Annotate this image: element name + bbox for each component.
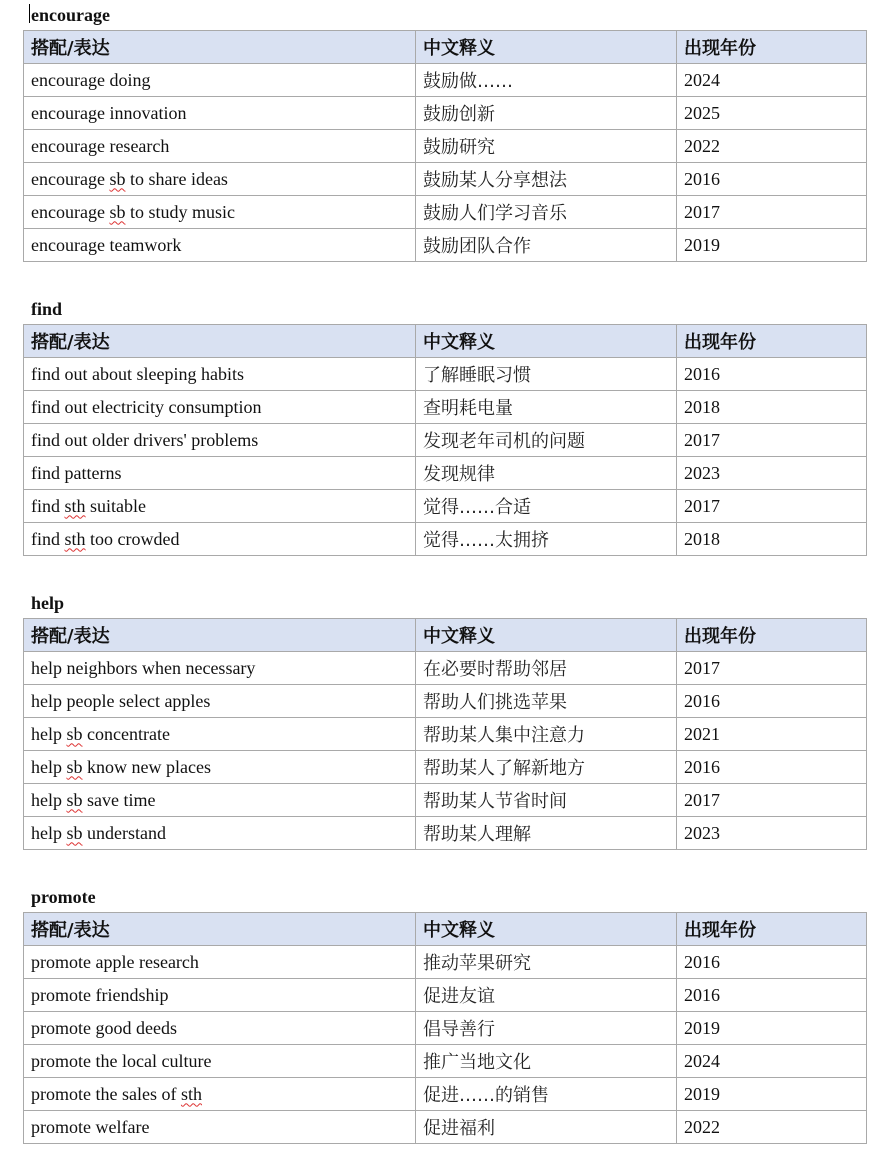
vocab-table [23,912,867,1144]
vocab-table [23,324,867,556]
expression-cell [24,196,416,229]
spellcheck-word: sb [66,756,83,777]
meaning-cell: 查明耗电量 [416,391,677,424]
table-row [24,163,867,196]
table-row [24,946,867,979]
expression-cell [24,979,416,1012]
expression-text: help [31,756,67,777]
expression-text: encourage innovation [31,102,187,123]
year-cell: 2017 [677,196,867,229]
header-meaning: 中文释义 [416,913,677,946]
expression-text: find out older drivers' problems [31,429,259,450]
meaning-cell: 促进友谊 [416,979,677,1012]
section-promote [0,882,883,1144]
expression-text: find [31,495,65,516]
expression-text: find out about sleeping habits [31,363,244,384]
table-row [24,1045,867,1078]
expression-text: promote good deeds [31,1017,177,1038]
table-header-row [24,325,867,358]
table-row [24,391,867,424]
year-cell: 2023 [677,817,867,850]
meaning-cell: 帮助人们挑选苹果 [416,685,677,718]
year-cell: 2024 [677,1045,867,1078]
expression-cell [24,391,416,424]
header-year: 出现年份 [677,325,867,358]
expression-text: save time [82,789,156,810]
year-cell: 2022 [677,1111,867,1144]
year-cell: 2017 [677,652,867,685]
meaning-cell: 鼓励创新 [416,97,677,130]
section-title: encourage [31,5,110,25]
expression-cell [24,424,416,457]
table-row [24,652,867,685]
table-row [24,424,867,457]
expression-text: to share ideas [125,168,228,189]
expression-text: concentrate [82,723,170,744]
table-row [24,1012,867,1045]
expression-cell [24,685,416,718]
section-spacer [0,556,883,588]
meaning-cell: 帮助某人了解新地方 [416,751,677,784]
year-cell: 2019 [677,1078,867,1111]
header-year: 出现年份 [677,619,867,652]
expression-text: encourage teamwork [31,234,182,255]
expression-text: help neighbors when necessary [31,657,256,678]
expression-text: find patterns [31,462,122,483]
expression-cell [24,97,416,130]
meaning-cell: 帮助某人集中注意力 [416,718,677,751]
header-expression: 搭配/表达 [24,325,416,358]
meaning-cell: 鼓励人们学习音乐 [416,196,677,229]
meaning-cell: 鼓励某人分享想法 [416,163,677,196]
expression-cell [24,718,416,751]
expression-cell [24,358,416,391]
expression-cell [24,1111,416,1144]
meaning-cell: 鼓励团队合作 [416,229,677,262]
meaning-cell: 帮助某人理解 [416,817,677,850]
meaning-cell: 推动苹果研究 [416,946,677,979]
year-cell: 2016 [677,163,867,196]
spellcheck-word: sth [180,1083,202,1104]
table-row [24,718,867,751]
expression-cell [24,751,416,784]
expression-text: encourage [31,201,110,222]
header-meaning: 中文释义 [416,325,677,358]
expression-cell [24,946,416,979]
expression-text: too crowded [85,528,180,549]
table-row [24,64,867,97]
section-title: promote [31,887,96,907]
meaning-cell: 倡导善行 [416,1012,677,1045]
table-row [24,130,867,163]
expression-text: know new places [82,756,211,777]
meaning-cell: 鼓励研究 [416,130,677,163]
spellcheck-word: sb [66,822,83,843]
expression-text: help [31,723,67,744]
header-expression: 搭配/表达 [24,913,416,946]
year-cell: 2018 [677,523,867,556]
year-cell: 2019 [677,229,867,262]
expression-text: help [31,789,67,810]
expression-text: encourage [31,168,110,189]
section-title: find [31,299,63,319]
spellcheck-word: sth [64,495,86,516]
meaning-cell: 帮助某人节省时间 [416,784,677,817]
meaning-cell: 了解睡眠习惯 [416,358,677,391]
expression-text: promote friendship [31,984,169,1005]
table-header-row [24,619,867,652]
spellcheck-word: sb [109,201,126,222]
section-spacer [0,262,883,294]
expression-text: suitable [85,495,147,516]
table-row [24,490,867,523]
table-row [24,1111,867,1144]
header-meaning: 中文释义 [416,31,677,64]
expression-cell [24,1045,416,1078]
expression-cell [24,1012,416,1045]
expression-cell [24,817,416,850]
header-year: 出现年份 [677,31,867,64]
year-cell: 2016 [677,751,867,784]
expression-cell [24,163,416,196]
table-row [24,784,867,817]
spellcheck-word: sb [66,723,83,744]
meaning-cell: 发现规律 [416,457,677,490]
section-spacer [0,850,883,882]
expression-text: to study music [125,201,235,222]
meaning-cell: 觉得……合适 [416,490,677,523]
year-cell: 2016 [677,358,867,391]
table-row [24,97,867,130]
year-cell: 2016 [677,979,867,1012]
table-row [24,1078,867,1111]
expression-text: find [31,528,65,549]
expression-cell [24,457,416,490]
meaning-cell: 推广当地文化 [416,1045,677,1078]
expression-cell [24,784,416,817]
year-cell: 2019 [677,1012,867,1045]
year-cell: 2025 [677,97,867,130]
year-cell: 2023 [677,457,867,490]
header-year: 出现年份 [677,913,867,946]
expression-cell [24,490,416,523]
section-help [0,588,883,850]
table-row [24,457,867,490]
year-cell: 2017 [677,424,867,457]
expression-cell [24,64,416,97]
header-meaning: 中文释义 [416,619,677,652]
section-encourage [0,0,883,262]
year-cell: 2024 [677,64,867,97]
meaning-cell: 鼓励做…… [416,64,677,97]
expression-text: help people select apples [31,690,211,711]
expression-text: find out electricity consumption [31,396,262,417]
expression-text: promote welfare [31,1116,150,1137]
expression-text: promote the local culture [31,1050,212,1071]
year-cell: 2017 [677,490,867,523]
table-row [24,523,867,556]
vocab-table [23,618,867,850]
year-cell: 2021 [677,718,867,751]
table-row [24,196,867,229]
expression-cell [24,652,416,685]
table-row [24,979,867,1012]
expression-text: encourage doing [31,69,151,90]
table-row [24,229,867,262]
spellcheck-word: sb [109,168,126,189]
table-row [24,817,867,850]
year-cell: 2022 [677,130,867,163]
year-cell: 2018 [677,391,867,424]
table-row [24,751,867,784]
table-header-row [24,31,867,64]
expression-cell [24,523,416,556]
expression-text: understand [82,822,166,843]
year-cell: 2016 [677,685,867,718]
table-row [24,358,867,391]
meaning-cell: 觉得……太拥挤 [416,523,677,556]
section-title: help [31,593,65,613]
year-cell: 2016 [677,946,867,979]
year-cell: 2017 [677,784,867,817]
expression-text: promote the sales of [31,1083,181,1104]
expression-cell [24,229,416,262]
section-find [0,294,883,556]
vocab-table [23,30,867,262]
expression-cell [24,130,416,163]
expression-text: help [31,822,67,843]
spellcheck-word: sb [66,789,83,810]
spellcheck-word: sth [64,528,86,549]
table-header-row [24,913,867,946]
header-expression: 搭配/表达 [24,619,416,652]
meaning-cell: 发现老年司机的问题 [416,424,677,457]
header-expression: 搭配/表达 [24,31,416,64]
meaning-cell: 在必要时帮助邻居 [416,652,677,685]
expression-text: promote apple research [31,951,199,972]
meaning-cell: 促进福利 [416,1111,677,1144]
expression-text: encourage research [31,135,170,156]
meaning-cell: 促进……的销售 [416,1078,677,1111]
expression-cell [24,1078,416,1111]
table-row [24,685,867,718]
